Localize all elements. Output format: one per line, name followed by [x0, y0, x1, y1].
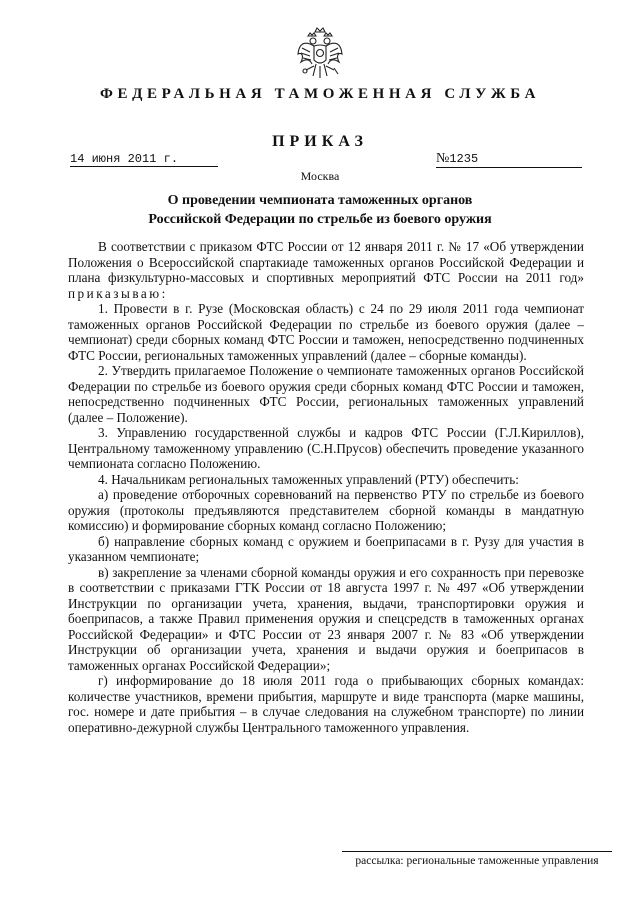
distribution-note: рассылка: региональные таможенные управления: [342, 851, 612, 867]
order-directive: приказываю:: [68, 285, 168, 301]
paragraph-4v: в) закрепление за членами сборной команды оружия и его сохранность при перевозке в соответствии с приказами ГТК России от 18 августа 1997 г. № 497 «Об утверждении Инструкции по организации учета, хранения, выдачи, транспортировки оружия и боеприпасов, а также Правил применения оружия и спецсредств в таможенных органах Российской Федерации» и ФТС России от 23 января 2007 г. № 83 «Об утверждении Инструкции об организации учета, хранения и выдачи оружия и боеприпасов в таможенных органах Российской Федерации»;: [68, 564, 584, 673]
order-number-value: 1235: [449, 152, 479, 166]
document-type-title: ПРИКАЗ: [272, 133, 368, 150]
order-subject-line-1: О проведении чемпионата таможенных органов: [167, 193, 473, 208]
paragraph-2: 2. Утвердить прилагаемое Положение о чемпионате таможенных органов Российской Федерации по стрельбе из боевого оружия среди сборных команд ФТС России и таможен, непосредственно подчиненных ФТС России, региональных таможенных управлений (далее – Положение).: [68, 363, 584, 425]
number-sign: №: [436, 151, 450, 166]
order-date: 14 июня 2011 г.: [70, 152, 218, 167]
order-subject-line-2: Российской Федерации по стрельбе из боевого оружия: [148, 212, 492, 227]
paragraph-4: 4. Начальникам региональных таможенных управлений (РТУ) обеспечить:: [98, 471, 519, 487]
paragraph-4g: г) информирование до 18 июля 2011 года о прибывающих сборных командах: количестве участников, времени прибытия, маршруте и виде транспорта (марке машины, гос. номере и дате прибытия – в случае следования на служебном транспорте) по линии оперативно-дежурной службы Центрального таможенного управления.: [68, 673, 584, 735]
paragraph-4a: а) проведение отборочных соревнований на первенство РТУ по стрельбе из боевого оружия (протоколы предъявляются представителем сборной команды в мандатную комиссию) и формирование сборных команд согласно Положению;: [68, 487, 584, 533]
agency-name: ФЕДЕРАЛЬНАЯ ТАМОЖЕННАЯ СЛУЖБА: [99, 86, 541, 102]
order-body: [68, 239, 584, 735]
order-number: [436, 151, 582, 168]
paragraph-3: 3. Управлению государственной службы и кадров ФТС России (Г.Л.Кириллов), Центральному таможенному управлению (С.Н.Прусов) обеспечить проведение указанного чемпионата согласно Положению.: [68, 425, 584, 471]
intro-text: В соответствии с приказом ФТС России от 12 января 2011 г. № 17 «Об утверждении Положения о Всероссийской спартакиаде таможенных органов Российской Федерации и плана физкультурно-массовых и спортивных мероприятий ФТС России на 2011 год»: [68, 239, 584, 285]
issue-city: Москва: [300, 169, 340, 183]
paragraph-1: 1. Провести в г. Рузе (Московская область) с 24 по 29 июля 2011 года чемпионат таможенных органов Российской Федерации по стрельбе из боевого оружия (далее – чемпионат) среди сборных команд ФТС России и таможен, непосредственно подчиненных ФТС России, региональных таможенных управлений (далее – сборные команды).: [68, 301, 584, 363]
paragraph-4b: б) направление сборных команд с оружием и боеприпасами в г. Рузу для участия в указанном чемпионате;: [68, 533, 584, 564]
intro-paragraph: [68, 239, 584, 301]
order-subject: [0, 191, 640, 229]
russian-eagle-emblem-icon: [296, 26, 344, 82]
